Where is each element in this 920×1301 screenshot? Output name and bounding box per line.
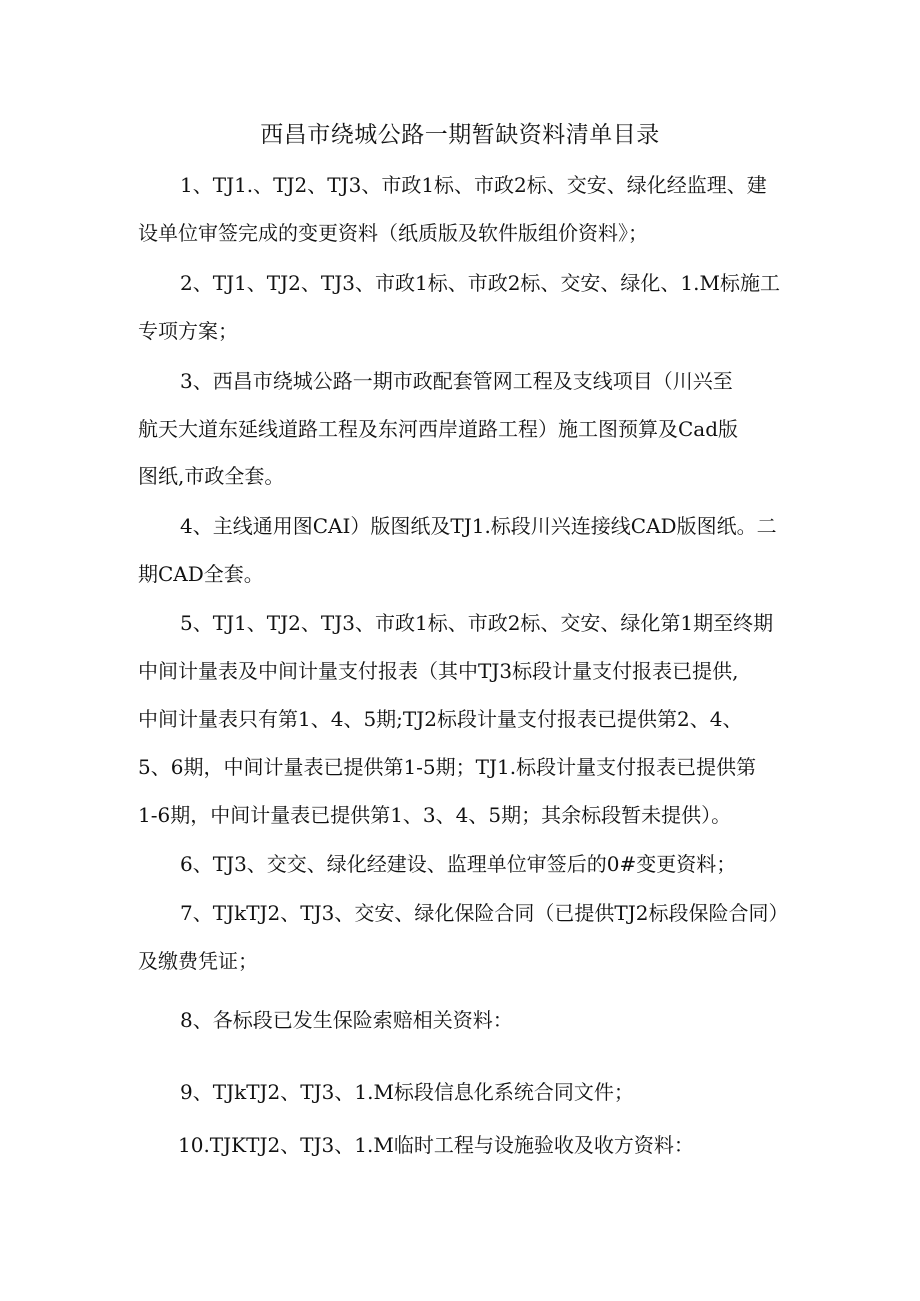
item-5-line-2: 中间计量表及中间计量支付报表（其中TJ3标段计量支付报表已提供,: [138, 659, 739, 683]
item-5-line-3: 中间计量表只有第1、4、5期;TJ2标段计量支付报表已提供第2、4、: [138, 707, 743, 731]
item-10-line-1: 10.TJKTJ2、TJ3、1.M临时工程与设施验收及收方资料：: [178, 1133, 694, 1157]
item-8-line-1: 8、各标段已发生保险索赔相关资料：: [180, 1008, 513, 1032]
item-6-line-1: 6、TJ3、交交、绿化经建设、监理单位审签后的0#变更资料；: [180, 852, 737, 876]
item-2-line-1: 2、TJ1、TJ2、TJ3、市政1标、市政2标、交安、绿化、1.M标施工: [180, 271, 780, 295]
item-4-line-2: 期CAD全套。: [138, 562, 264, 586]
item-7-line-2: 及缴费凭证；: [138, 949, 258, 973]
item-3-line-3: 图纸,市政全套。: [138, 464, 285, 488]
item-7-line-1: 7、TJkTJ2、TJ3、交安、绿化保险合同（已提供TJ2标段保险合同）: [180, 901, 789, 925]
item-5-line-5: 1-6期，中间计量表已提供第1、3、4、5期；其余标段暂未提供）。: [138, 803, 732, 827]
item-4-line-1: 4、主线通用图CAI）版图纸及TJ1.标段川兴连接线CAD版图纸。二: [180, 514, 777, 538]
item-3-line-1: 3、西昌市绕城公路一期市政配套管网工程及支线项目（川兴至: [180, 369, 733, 393]
item-9-line-1: 9、TJkTJ2、TJ3、1.M标段信息化系统合同文件；: [180, 1080, 634, 1104]
item-5-line-1: 5、TJ1、TJ2、TJ3、市政1标、市政2标、交安、绿化第1期至终期: [180, 611, 774, 635]
item-5-line-4: 5、6期，中间计量表已提供第1-5期；TJ1.标段计量支付报表已提供第: [138, 755, 757, 779]
item-1-line-1: 1、TJ1.、TJ2、TJ3、市政1标、市政2标、交安、绿化经监理、建: [180, 173, 767, 197]
item-2-line-2: 专项方案；: [138, 319, 238, 343]
document-title: 西昌市绕城公路一期暂缺资料清单目录: [260, 122, 660, 148]
item-1-line-2: 设单位审签完成的变更资料（纸质版及软件版组价资料》；: [138, 221, 648, 245]
item-3-line-2: 航天大道东延线道路工程及东河西岸道路工程）施工图预算及Cad版: [138, 417, 739, 441]
